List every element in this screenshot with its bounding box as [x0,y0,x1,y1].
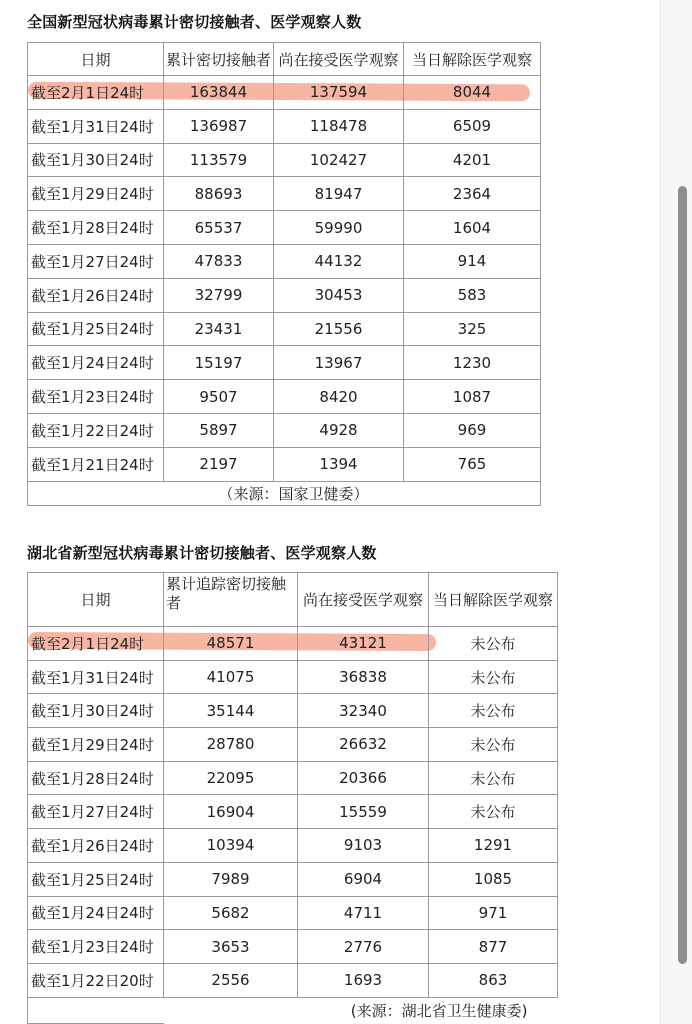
table2-released-cell: 未公布 [429,694,558,728]
table2-date-cell: 截至1月28日24时 [28,761,164,795]
table2-row [28,930,558,964]
table2-row [28,627,558,661]
table1-observation-cell: 102427 [274,143,404,177]
table2-date-cell: 截至1月30日24时 [28,694,164,728]
table1-observation-cell: 137594 [274,76,404,110]
table1-cumulative-cell: 15197 [164,346,274,380]
table1-date-cell: 截至1月28日24时 [28,211,164,245]
table2-row [28,829,558,863]
table2-released-cell: 1085 [429,862,558,896]
table1-row [28,312,541,346]
table1-observation-cell: 81947 [274,177,404,211]
table1-row [28,346,541,380]
table1 [27,42,541,506]
table2-observation-cell: 9103 [298,829,429,863]
table2-observation-cell: 20366 [298,761,429,795]
table1-row [28,76,541,110]
table1-observation-cell: 1394 [274,447,404,481]
table1-released-cell: 1604 [404,211,541,245]
table2-source-row [28,997,558,1023]
table1-released-cell: 969 [404,413,541,447]
table2-cumulative-cell: 7989 [164,862,298,896]
table1-row [28,211,541,245]
scrollbar-track[interactable] [660,0,692,1024]
table1-released-cell: 325 [404,312,541,346]
table2-title: 湖北省新型冠状病毒累计密切接触者、医学观察人数 [27,544,377,562]
table2-cumulative-cell: 28780 [164,728,298,762]
table2-date-cell: 截至1月29日24时 [28,728,164,762]
table1-cumulative-cell: 113579 [164,143,274,177]
table1-cumulative-cell: 88693 [164,177,274,211]
table2-date-cell: 截至1月26日24时 [28,829,164,863]
table2-row [28,728,558,762]
table2-released-cell: 未公布 [429,761,558,795]
table2-row [28,795,558,829]
table1-row [28,278,541,312]
table1-header-under-observation: 尚在接受医学观察 [274,43,404,76]
table1-date-cell: 截至1月23日24时 [28,380,164,414]
table1-released-cell: 8044 [404,76,541,110]
table1-row [28,380,541,414]
table1-observation-cell: 21556 [274,312,404,346]
table2-row [28,694,558,728]
table2-observation-cell: 6904 [298,862,429,896]
table2-source-spacer [28,997,164,1023]
table2-date-cell: 截至2月1日24时 [28,627,164,661]
table2-cumulative-cell: 2556 [164,963,298,997]
table2-released-cell: 863 [429,963,558,997]
table2-source: (来源：湖北省卫生健康委) [164,997,558,1023]
table2-date-cell: 截至1月23日24时 [28,930,164,964]
table2-row [28,963,558,997]
table1-row [28,447,541,481]
table2-released-cell: 未公布 [429,627,558,661]
table1-released-cell: 1230 [404,346,541,380]
table1-header-cumulative: 累计密切接触者 [164,43,274,76]
table1-released-cell: 6509 [404,109,541,143]
table1-row [28,244,541,278]
table2-row [28,660,558,694]
table1-date-cell: 截至1月22日24时 [28,413,164,447]
table2-observation-cell: 2776 [298,930,429,964]
table1-observation-cell: 4928 [274,413,404,447]
table1-header-released: 当日解除医学观察 [404,43,541,76]
table2-observation-cell: 15559 [298,795,429,829]
table2-observation-cell: 1693 [298,963,429,997]
table1-cumulative-cell: 163844 [164,76,274,110]
table2-header-cumulative: 累计追踪密切接触者 [164,573,298,627]
table1-source-row [28,481,541,505]
table1-observation-cell: 59990 [274,211,404,245]
table2-date-cell: 截至1月25日24时 [28,862,164,896]
table1-date-cell: 截至1月21日24时 [28,447,164,481]
table2-cumulative-cell: 5682 [164,896,298,930]
table2 [27,572,558,1024]
table2-header-released: 当日解除医学观察 [429,573,558,627]
table1-header-row [28,43,541,76]
table1-date-cell: 截至1月29日24时 [28,177,164,211]
table1-cumulative-cell: 136987 [164,109,274,143]
table1-released-cell: 4201 [404,143,541,177]
table1-source-spacer [28,481,164,505]
table1-released-cell: 1087 [404,380,541,414]
table2-date-cell: 截至1月24日24时 [28,896,164,930]
table1-header-date: 日期 [28,43,164,76]
table2-cumulative-cell: 48571 [164,627,298,661]
table1-observation-cell: 8420 [274,380,404,414]
table1-observation-cell: 118478 [274,109,404,143]
table2-released-cell: 未公布 [429,728,558,762]
table2-cumulative-cell: 35144 [164,694,298,728]
table1-row [28,177,541,211]
table1-observation-cell: 30453 [274,278,404,312]
table2-cumulative-cell: 16904 [164,795,298,829]
table2-released-cell: 1291 [429,829,558,863]
table1-date-cell: 截至1月25日24时 [28,312,164,346]
table1-cumulative-cell: 65537 [164,211,274,245]
table2-row [28,862,558,896]
scrollbar-thumb[interactable] [678,186,687,964]
table2-cumulative-cell: 41075 [164,660,298,694]
table1-cumulative-cell: 32799 [164,278,274,312]
table2-header-date: 日期 [28,573,164,627]
table1-cumulative-cell: 5897 [164,413,274,447]
table2-cumulative-cell: 22095 [164,761,298,795]
table1-title: 全国新型冠状病毒累计密切接触者、医学观察人数 [27,13,362,31]
table2-header-under-observation: 尚在接受医学观察 [298,573,429,627]
table1-date-cell: 截至2月1日24时 [28,76,164,110]
table2-observation-cell: 36838 [298,660,429,694]
table1-date-cell: 截至1月27日24时 [28,244,164,278]
table1-date-cell: 截至1月24日24时 [28,346,164,380]
table2-date-cell: 截至1月27日24时 [28,795,164,829]
table1-released-cell: 583 [404,278,541,312]
table2-released-cell: 未公布 [429,660,558,694]
table2-date-cell: 截至1月22日20时 [28,963,164,997]
table1-row [28,109,541,143]
table2-header-row [28,573,558,627]
table2-cumulative-cell: 10394 [164,829,298,863]
table1-row [28,413,541,447]
table2-released-cell: 971 [429,896,558,930]
table1-released-cell: 765 [404,447,541,481]
table2-released-cell: 877 [429,930,558,964]
table1-cumulative-cell: 23431 [164,312,274,346]
table2-observation-cell: 4711 [298,896,429,930]
table2-observation-cell: 32340 [298,694,429,728]
table2-row [28,896,558,930]
table1-source: （来源：国家卫健委） [164,481,541,505]
table1-date-cell: 截至1月26日24时 [28,278,164,312]
table2-observation-cell: 43121 [298,627,429,661]
table1-released-cell: 2364 [404,177,541,211]
table1-date-cell: 截至1月31日24时 [28,109,164,143]
table2-cumulative-cell: 3653 [164,930,298,964]
table1-row [28,143,541,177]
table1-observation-cell: 13967 [274,346,404,380]
table2-row [28,761,558,795]
table1-cumulative-cell: 9507 [164,380,274,414]
table2-observation-cell: 26632 [298,728,429,762]
table2-date-cell: 截至1月31日24时 [28,660,164,694]
table1-cumulative-cell: 47833 [164,244,274,278]
table1-cumulative-cell: 2197 [164,447,274,481]
table1-observation-cell: 44132 [274,244,404,278]
table1-date-cell: 截至1月30日24时 [28,143,164,177]
table1-released-cell: 914 [404,244,541,278]
table2-released-cell: 未公布 [429,795,558,829]
